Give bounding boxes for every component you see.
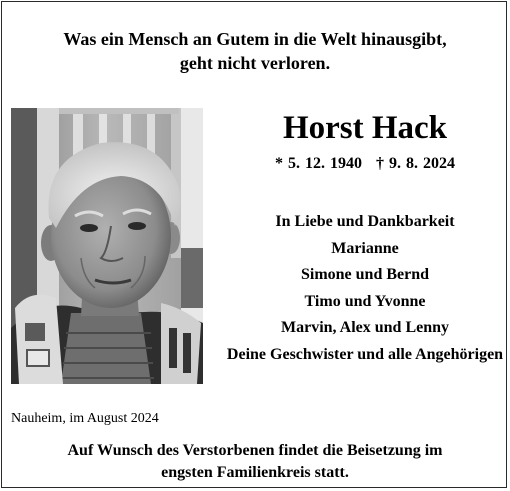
memorial-quote xyxy=(0,27,510,75)
mourner-line: Timo und Yvonne xyxy=(304,292,426,310)
mourner-line: Deine Geschwister und alle Angehörigen xyxy=(226,345,504,363)
portrait-photo xyxy=(11,108,203,384)
birth-date: * 5. 12. 1940 xyxy=(275,155,362,172)
mourners-list xyxy=(220,209,510,364)
quote-line-1: Was ein Mensch an Gutem in die Welt hinausgibt, xyxy=(63,29,447,49)
mourner-line: In Liebe und Dankbarkeit xyxy=(275,213,455,230)
life-dates xyxy=(220,153,510,175)
funeral-notice xyxy=(0,440,510,484)
place-and-date: Nauheim, im August 2024 xyxy=(11,411,159,426)
death-date: † 9. 8. 2024 xyxy=(376,155,455,172)
notice-line-2: engsten Familienkreis statt. xyxy=(161,464,349,481)
mourner-line: Marianne xyxy=(331,239,399,257)
mourner-line: Marvin, Alex und Lenny xyxy=(280,319,450,336)
mourner-line: Simone und Bernd xyxy=(300,266,430,283)
portrait-photo-illustration xyxy=(11,108,203,384)
deceased-name: Horst Hack xyxy=(282,110,448,146)
notice-line-1: Auf Wunsch des Verstorbenen findet die Beisetzung im xyxy=(67,442,443,459)
quote-line-2: geht nicht verloren. xyxy=(179,53,331,73)
